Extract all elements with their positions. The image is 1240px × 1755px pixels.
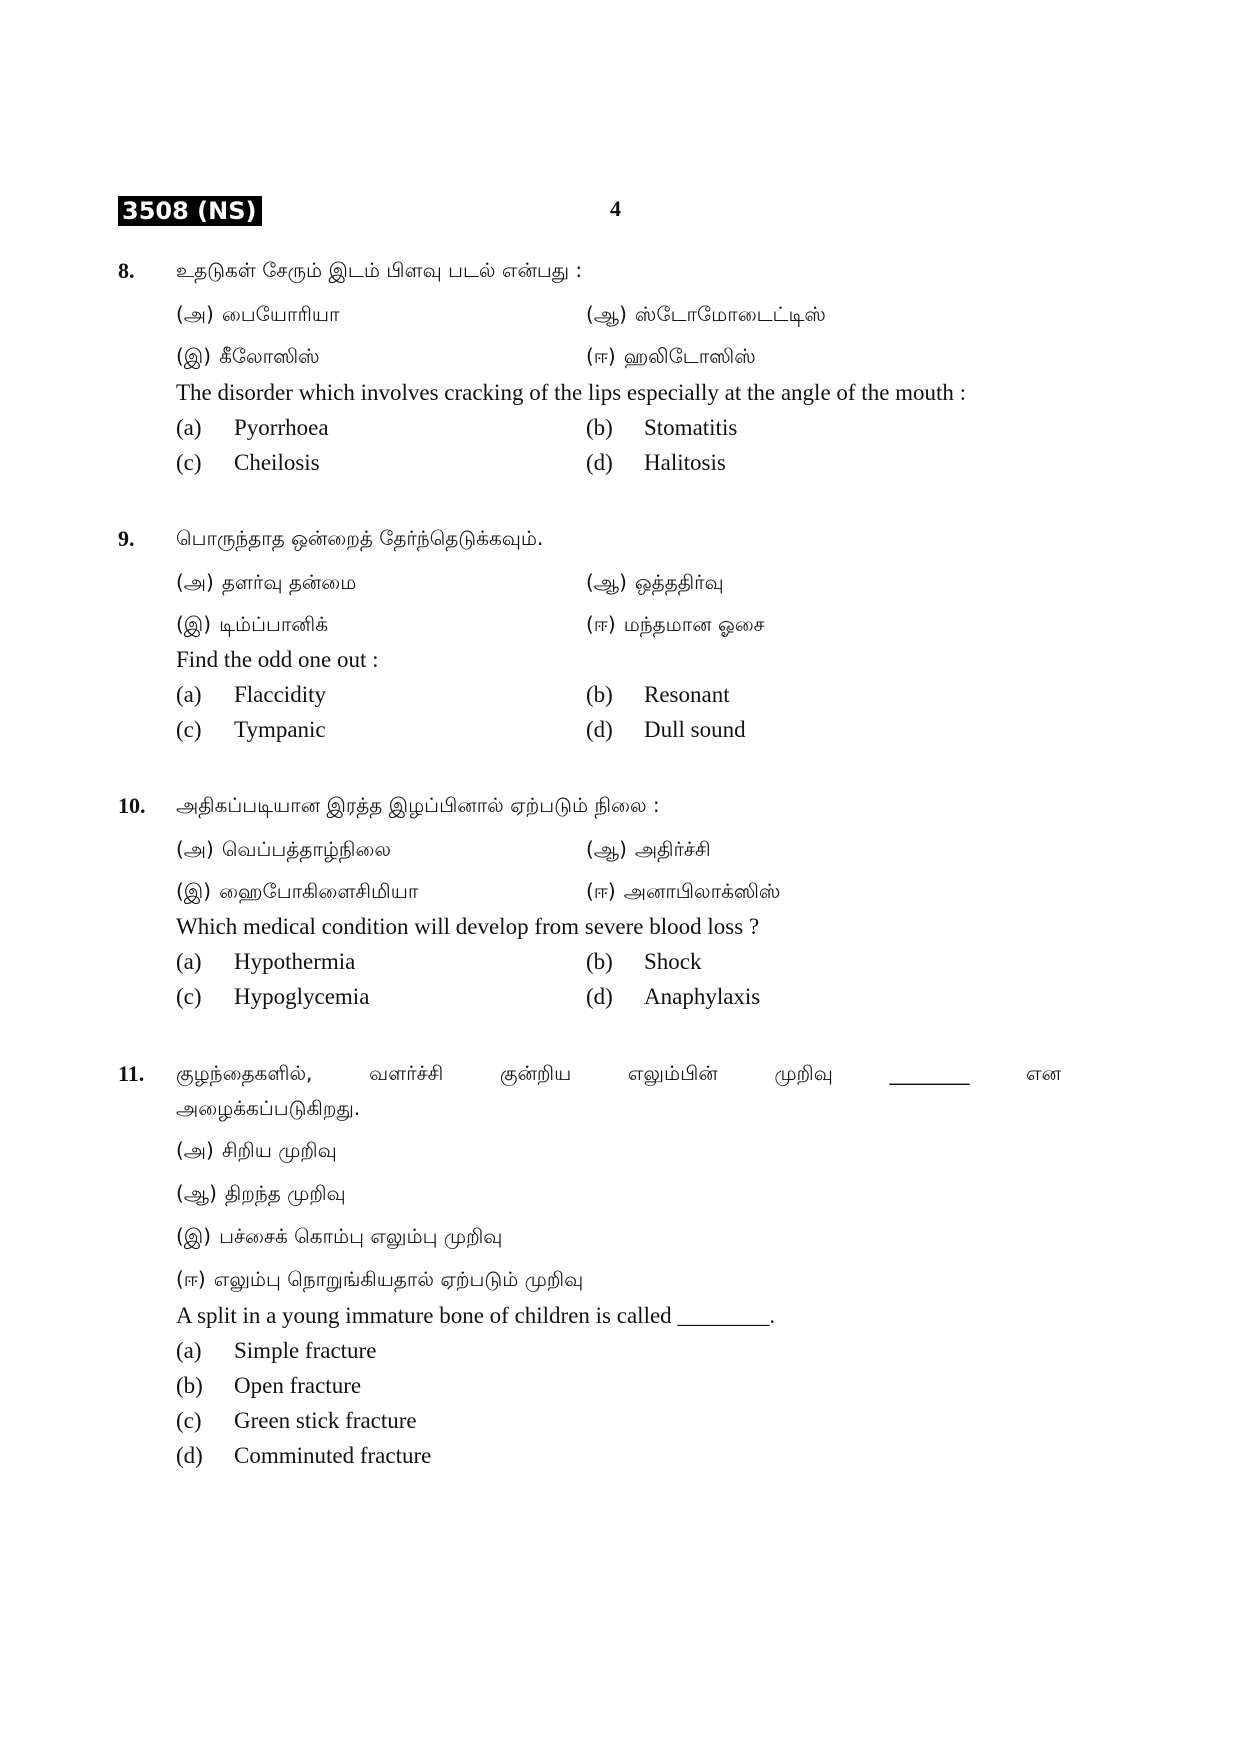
option-english (176, 717, 326, 743)
option-label: (b) (586, 415, 613, 440)
option-label: (d) (586, 717, 613, 742)
option-tamil (586, 837, 711, 864)
question-word: குன்றிய (499, 1061, 572, 1085)
option-text: அனாபிலாக்ஸிஸ் (623, 879, 781, 903)
option-english (586, 949, 702, 975)
option-label: (ஈ) (586, 344, 616, 368)
option-text: திறந்த முறிவு (224, 1181, 346, 1205)
option-label: (ஆ) (176, 1181, 217, 1205)
option-text: Anaphylaxis (644, 984, 761, 1009)
question-text-tamil: அதிகப்படியான இரத்த இழப்பினால் ஏற்படும் நிலை : (176, 793, 660, 817)
option-label: (c) (176, 984, 202, 1009)
option-text: Hypoglycemia (234, 984, 370, 1009)
option-text: பையோரியா (221, 302, 340, 326)
option-text: கீலோஸிஸ் (219, 344, 320, 368)
option-label: (அ) (176, 570, 214, 594)
option-tamil (586, 879, 780, 906)
option-english (586, 717, 746, 743)
option-english (176, 682, 326, 708)
option-text: தளர்வு தன்மை (221, 570, 357, 594)
option-tamil (176, 1224, 502, 1251)
option-text: Green stick fracture (234, 1408, 417, 1433)
question-word: என (1025, 1061, 1061, 1085)
option-text: சிறிய முறிவு (221, 1138, 337, 1162)
option-text: Hypothermia (234, 949, 356, 974)
option-text: Comminuted fracture (234, 1443, 432, 1468)
option-text: Resonant (644, 682, 730, 707)
paper-code-badge: 3508 (NS) (118, 196, 262, 226)
question-text-tamil: உதடுகள் சேரும் இடம் பிளவு படல் என்பது : (176, 258, 583, 282)
option-text: டிம்ப்பானிக் (219, 612, 329, 636)
question-text-tamil-line2: அழைக்கப்படுகிறது. (176, 1096, 361, 1120)
question-number: 10. (118, 793, 146, 818)
option-label: (a) (176, 1338, 202, 1363)
option-label: (ஆ) (586, 570, 627, 594)
option-label: (a) (176, 682, 202, 707)
option-label: (c) (176, 450, 202, 475)
option-text: Tympanic (234, 717, 326, 742)
option-label: (a) (176, 949, 202, 974)
question-text-tamil: பொருந்தாத ஒன்றைத் தேர்ந்தெடுக்கவும். (176, 526, 544, 550)
option-text: ஹைபோகிளைசிமியா (219, 879, 419, 903)
option-tamil (176, 837, 391, 864)
option-label: (இ) (176, 612, 212, 636)
option-label: (d) (586, 984, 613, 1009)
question-word: குழந்தைகளில், (176, 1061, 313, 1085)
option-text: Simple fracture (234, 1338, 377, 1363)
option-label: (b) (586, 949, 613, 974)
option-tamil (176, 570, 356, 597)
question-word: எலும்பின் (627, 1061, 718, 1085)
option-tamil (176, 879, 418, 906)
option-english (586, 450, 726, 476)
option-label: (a) (176, 415, 202, 440)
option-label: (b) (586, 682, 613, 707)
page-number: 4 (610, 196, 621, 221)
option-label: (அ) (176, 302, 214, 326)
option-label: (இ) (176, 1224, 212, 1248)
option-tamil (176, 1181, 346, 1208)
option-text: Pyorrhoea (234, 415, 329, 440)
option-text: ஒத்ததிர்வு (634, 570, 724, 594)
option-english (586, 415, 737, 441)
question-number: 8. (118, 258, 135, 283)
option-text: Shock (644, 949, 702, 974)
option-tamil (586, 570, 724, 597)
option-label: (ஆ) (586, 302, 627, 326)
question-number: 11. (118, 1061, 145, 1086)
option-label: (c) (176, 1408, 202, 1433)
option-label: (அ) (176, 837, 214, 861)
option-text: Halitosis (644, 450, 726, 475)
option-english (176, 415, 329, 441)
question-word: முறிவு (774, 1061, 833, 1085)
answer-blank: ________ (889, 1061, 970, 1085)
option-text: எலும்பு நொறுங்கியதால் ஏற்படும் முறிவு (213, 1267, 584, 1291)
option-tamil (586, 302, 826, 329)
option-english (176, 1373, 361, 1399)
question-text-tamil (176, 1061, 1061, 1088)
option-text: ஹலிடோஸிஸ் (623, 344, 756, 368)
option-english (586, 682, 730, 708)
option-label: (இ) (176, 879, 212, 903)
option-english (176, 450, 320, 476)
option-text: ஸ்டோமோடைட்டிஸ் (634, 302, 826, 326)
option-tamil (176, 1267, 583, 1294)
option-label: (ஈ) (586, 612, 616, 636)
option-tamil (176, 612, 328, 639)
option-label: (ஈ) (176, 1267, 206, 1291)
option-tamil (176, 344, 320, 371)
option-english (176, 1338, 376, 1364)
option-label: (d) (176, 1443, 203, 1468)
option-label: (அ) (176, 1138, 214, 1162)
option-label: (ஈ) (586, 879, 616, 903)
option-text: Stomatitis (644, 415, 738, 440)
option-text: Dull sound (644, 717, 746, 742)
option-english (176, 1408, 417, 1434)
option-text: மந்தமான ஓசை (623, 612, 765, 636)
question-text-english: A split in a young immature bone of children is called ________. (176, 1303, 776, 1328)
question-text-english: Find the odd one out : (176, 647, 379, 672)
option-label: (b) (176, 1373, 203, 1398)
option-english (586, 984, 760, 1010)
option-text: Cheilosis (234, 450, 320, 475)
option-english (176, 1443, 431, 1469)
option-text: Flaccidity (234, 682, 326, 707)
question-word: வளர்ச்சி (368, 1061, 444, 1085)
option-tamil (176, 1138, 337, 1165)
option-label: (ஆ) (586, 837, 627, 861)
option-text: பச்சைக் கொம்பு எலும்பு முறிவு (219, 1224, 503, 1248)
question-number: 9. (118, 526, 135, 551)
option-text: Open fracture (234, 1373, 362, 1398)
option-tamil (176, 302, 339, 329)
option-label: (இ) (176, 344, 212, 368)
option-label: (c) (176, 717, 202, 742)
question-text-english: The disorder which involves cracking of the lips especially at the angle of the mouth : (176, 380, 967, 405)
option-tamil (586, 612, 765, 639)
question-text-english: Which medical condition will develop from severe blood loss ? (176, 914, 760, 939)
option-text: அதிர்ச்சி (634, 837, 711, 861)
option-tamil (586, 344, 756, 371)
option-english (176, 949, 355, 975)
option-label: (d) (586, 450, 613, 475)
option-english (176, 984, 369, 1010)
option-text: வெப்பத்தாழ்நிலை (221, 837, 392, 861)
